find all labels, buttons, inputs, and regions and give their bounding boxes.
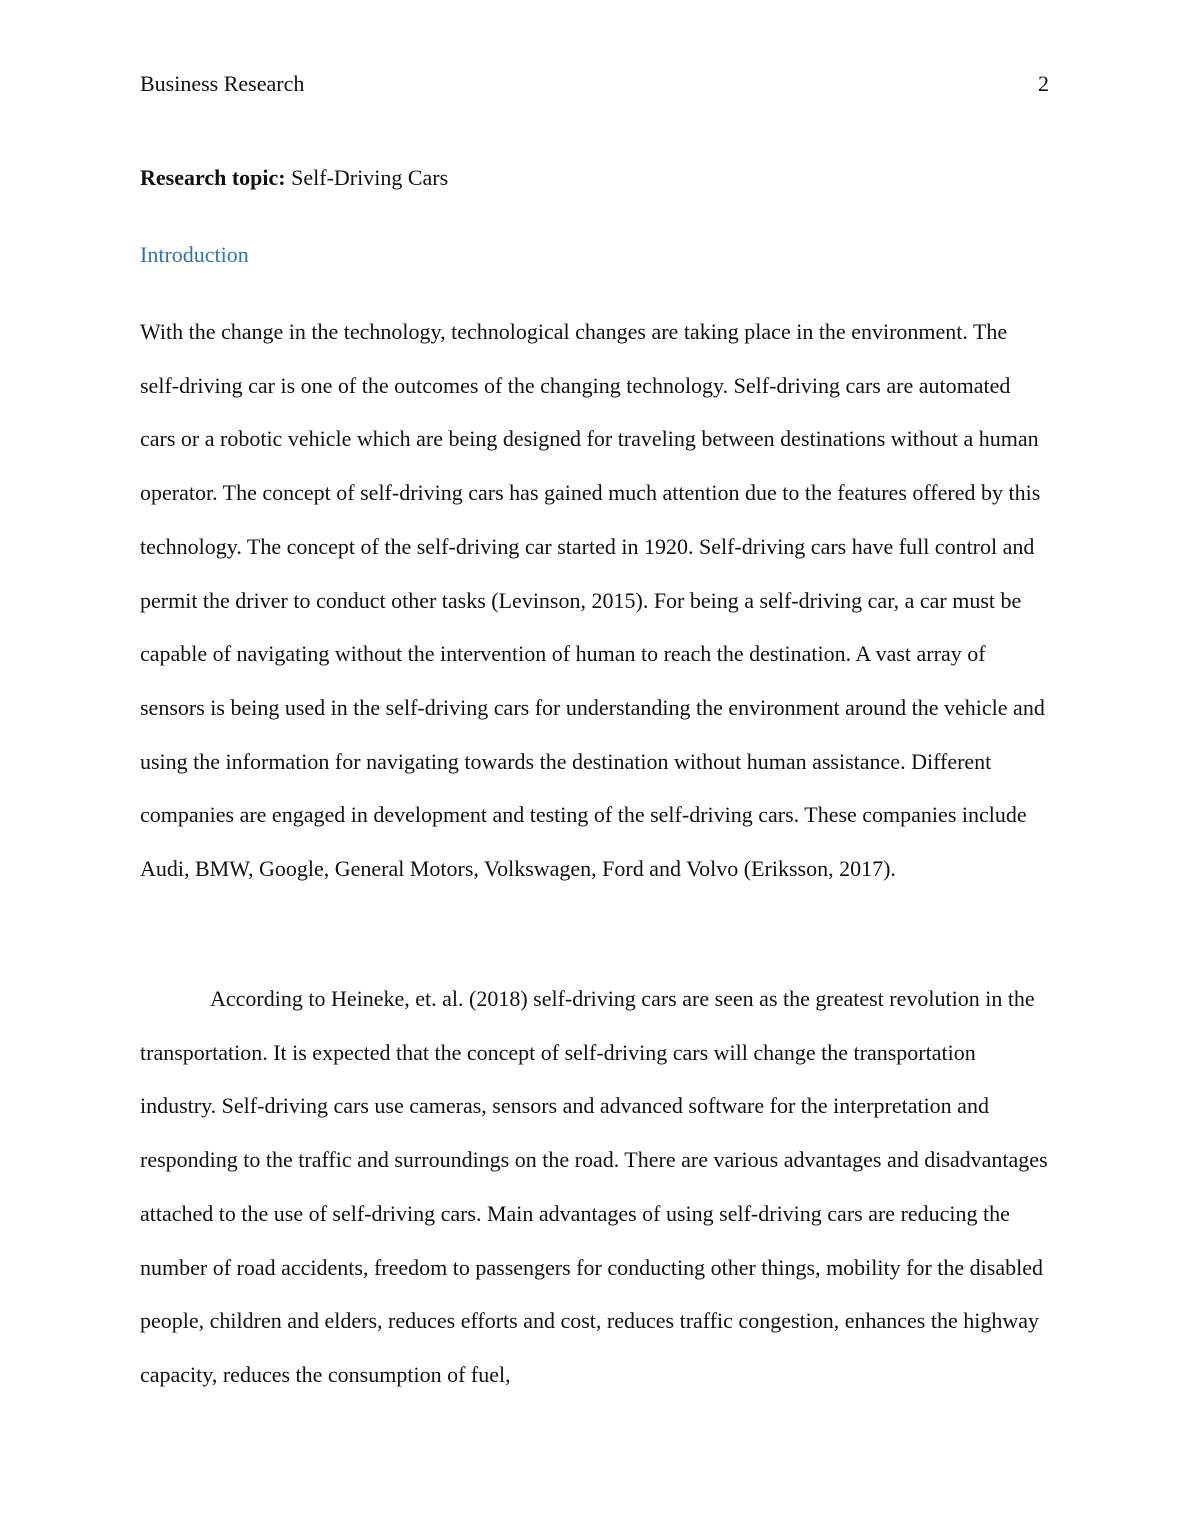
page-number: 2 — [1038, 71, 1049, 96]
body-paragraph-1: With the change in the technology, technological changes are taking place in the environment. The self-driving car is one of the outcomes of the changing technology. Self-driving cars are automated cars or a robotic vehicle which are being designed for traveling between destinations without a human operator. The concept of self-driving cars has gained much attention due to the features offered by this technology. The concept of the self-driving car started in 1920. Self-driving cars have full control and permit the driver to conduct other tasks (Levinson, 2015). For being a self-driving car, a car must be capable of navigating without the intervention of human to reach the destination. A vast array of sensors is being used in the self-driving cars for understanding the environment around the vehicle and using the information for navigating towards the destination without human assistance. Different companies are engaged in development and testing of the self-driving cars. These companies include Audi, BMW, Google, General Motors, Volkswagen, Ford and Volvo (Eriksson, 2017). — [140, 319, 1045, 882]
running-head — [140, 68, 1049, 100]
section-heading-introduction: Introduction — [140, 242, 249, 267]
research-topic — [140, 162, 448, 194]
research-topic-value: Self-Driving Cars — [285, 165, 449, 190]
running-head-title: Business Research — [140, 71, 305, 96]
body-paragraph-2: According to Heineke, et. al. (2018) self-driving cars are seen as the greatest revolution in the transportation. It is expected that the concept of self-driving cars will change the transportation industry. Self-driving cars use cameras, sensors and advanced software for the interpretation and responding to the traffic and surroundings on the road. There are various advantages and disadvantages attached to the use of self-driving cars. Main advantages of using self-driving cars are reducing the number of road accidents, freedom to passengers for conducting other things, mobility for the disabled people, children and elders, reduces efforts and cost, reduces traffic congestion, enhances the highway capacity, reduces the consumption of fuel, — [140, 986, 1048, 1387]
research-topic-label: Research topic: — [140, 165, 286, 190]
